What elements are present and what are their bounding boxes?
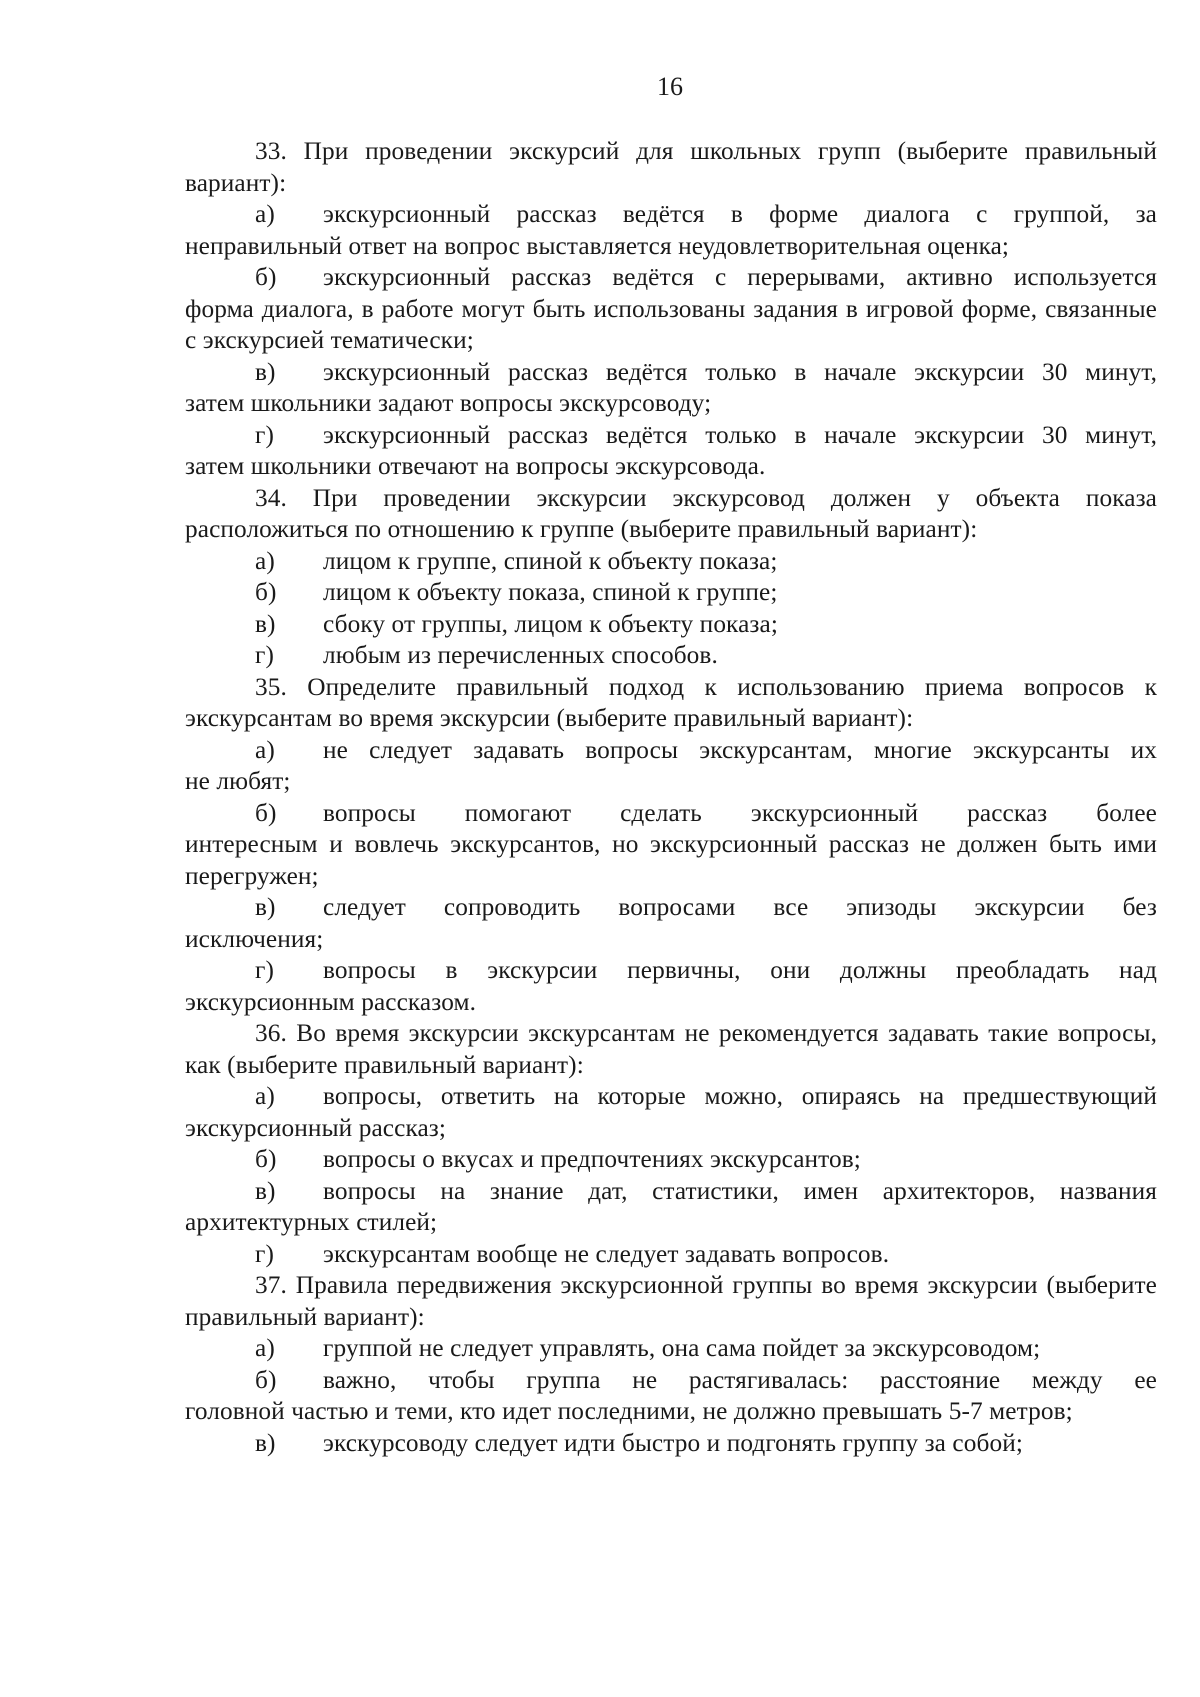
option-text-cont: неправильный ответ на вопрос выставляется неудовлетворительная оценка; [185, 231, 1010, 260]
option-text: вопросы в экскурсии первичны, они должны преобладать над [323, 956, 1157, 984]
option-letter: в) [255, 893, 276, 921]
option-letter: в) [255, 1428, 276, 1457]
option-text: экскурсионный рассказ ведётся в форме диалога с группой, за [323, 200, 1157, 228]
option-text: следует сопроводить вопросами все эпизоды экскурсии без [323, 893, 1157, 921]
option-text: экскурсоводу следует идти быстро и подгонять группу за собой; [323, 1428, 1023, 1457]
option-letter: а) [255, 1334, 275, 1362]
option-33-v [185, 357, 1157, 420]
question-text-cont: экскурсантам во время экскурсии (выберите правильный вариант): [185, 704, 914, 732]
option-text: сбоку от группы, лицом к объекту показа; [323, 609, 778, 638]
option-36-a [185, 1081, 1157, 1144]
option-text-cont: головной частью и теми, кто идет последними, не должно превышать 5-7 метров; [185, 1397, 1073, 1425]
option-37-b [185, 1365, 1157, 1428]
option-letter: б) [255, 1365, 277, 1394]
option-letter: в) [255, 609, 276, 638]
option-letter: г) [255, 641, 274, 669]
option-33-b [185, 262, 1157, 357]
question-text-cont: расположиться по отношению к группе (выберите правильный вариант): [185, 515, 978, 543]
option-text-cont: архитектурных стилей; [185, 1208, 438, 1236]
option-text-cont: исключения; [185, 924, 324, 953]
question-text: 34. При проведении экскурсии экскурсовод должен у объекта показа [255, 483, 1157, 512]
option-letter: а) [255, 200, 275, 228]
option-35-b [185, 798, 1157, 893]
option-letter: б) [255, 798, 277, 827]
option-34-b [185, 577, 1157, 609]
option-letter: б) [255, 263, 277, 291]
question-text: 36. Во время экскурсии экскурсантам не рекомендуется задавать такие [255, 1019, 1049, 1047]
option-text: лицом к объекту показа, спиной к группе; [323, 578, 778, 606]
option-text: вопросы, ответить на которые можно, опираясь на предшествующий [323, 1082, 1157, 1110]
option-34-v [185, 609, 1157, 641]
option-37-v [185, 1428, 1157, 1460]
option-text: лицом к группе, спиной к объекту показа; [323, 546, 778, 575]
option-text-cont: экскурсионным рассказом. [185, 987, 477, 1016]
question-33 [185, 136, 1157, 199]
option-letter: г) [255, 420, 274, 449]
option-text: экскурсионный рассказ ведётся только в начале экскурсии 30 минут, [323, 357, 1157, 386]
option-36-v [185, 1176, 1157, 1239]
option-letter: а) [255, 1082, 275, 1110]
option-letter: б) [255, 578, 277, 606]
question-text: 35. Определите правильный подход к использованию приема вопросов к [255, 672, 1157, 701]
option-text: вопросы помогают сделать экскурсионный рассказ более [323, 798, 1157, 827]
option-text: любым из перечисленных способов. [323, 641, 718, 669]
question-34 [185, 483, 1157, 546]
option-text-cont: экскурсионный рассказ; [185, 1113, 447, 1142]
option-letter: г) [255, 1239, 274, 1268]
option-text: экскурсантам вообще не следует задавать вопросов. [323, 1239, 890, 1268]
option-letter: а) [255, 735, 275, 764]
option-text-cont: не любят; [185, 767, 291, 795]
option-37-a [185, 1333, 1157, 1365]
option-34-g [185, 640, 1157, 672]
option-text: не следует задавать вопросы экскурсантам, многие экскурсанты их [323, 735, 1157, 764]
option-text-cont: форма диалога, в работе могут быть использованы задания в игровой форме, связанные с экскурсией тематически; [185, 294, 1157, 354]
option-text: экскурсионный рассказ ведётся только в начале экскурсии 30 минут, [323, 420, 1157, 449]
option-letter: в) [255, 357, 276, 386]
option-text: вопросы о вкусах и предпочтениях экскурсантов; [323, 1145, 861, 1173]
page-number: 16 [657, 72, 683, 101]
question-text-cont: (выберите правильный вариант): [185, 1271, 1157, 1331]
question-35 [185, 672, 1157, 735]
option-letter: а) [255, 546, 275, 575]
question-37 [185, 1270, 1157, 1333]
question-36 [185, 1018, 1157, 1081]
option-text: вопросы на знание дат, статистики, имен архитекторов, названия [323, 1176, 1157, 1205]
question-text-cont: вопросы, как (выберите правильный вариант): [185, 1019, 1157, 1079]
option-text: группой не следует управлять, она сама пойдет за экскурсоводом; [323, 1334, 1041, 1362]
option-34-a [185, 546, 1157, 578]
option-letter: г) [255, 956, 274, 984]
option-36-g [185, 1239, 1157, 1271]
option-text-cont: затем школьники задают вопросы экскурсоводу; [185, 389, 712, 417]
option-36-b [185, 1144, 1157, 1176]
option-33-a [185, 199, 1157, 262]
option-35-v [185, 892, 1157, 955]
option-text-cont: интересным и вовлечь экскурсантов, но экскурсионный рассказ не должен быть ими перегружен; [185, 830, 1157, 890]
question-text: 33. При проведении экскурсий для школьных групп (выберите правильный [255, 137, 1157, 165]
option-text: важно, чтобы группа не растягивалась: расстояние между ее [323, 1365, 1157, 1394]
option-letter: б) [255, 1145, 277, 1173]
option-33-g [185, 420, 1157, 483]
option-text: экскурсионный рассказ ведётся с перерывами, активно используется [323, 263, 1157, 291]
option-35-g [185, 955, 1157, 1018]
option-35-a [185, 735, 1157, 798]
option-letter: в) [255, 1176, 276, 1205]
question-text: 37. Правила передвижения экскурсионной группы во время экскурсии [255, 1271, 1038, 1299]
option-text-cont: затем школьники отвечают на вопросы экскурсовода. [185, 452, 766, 480]
document-body [185, 136, 1157, 1459]
question-text-cont: вариант): [185, 168, 287, 197]
